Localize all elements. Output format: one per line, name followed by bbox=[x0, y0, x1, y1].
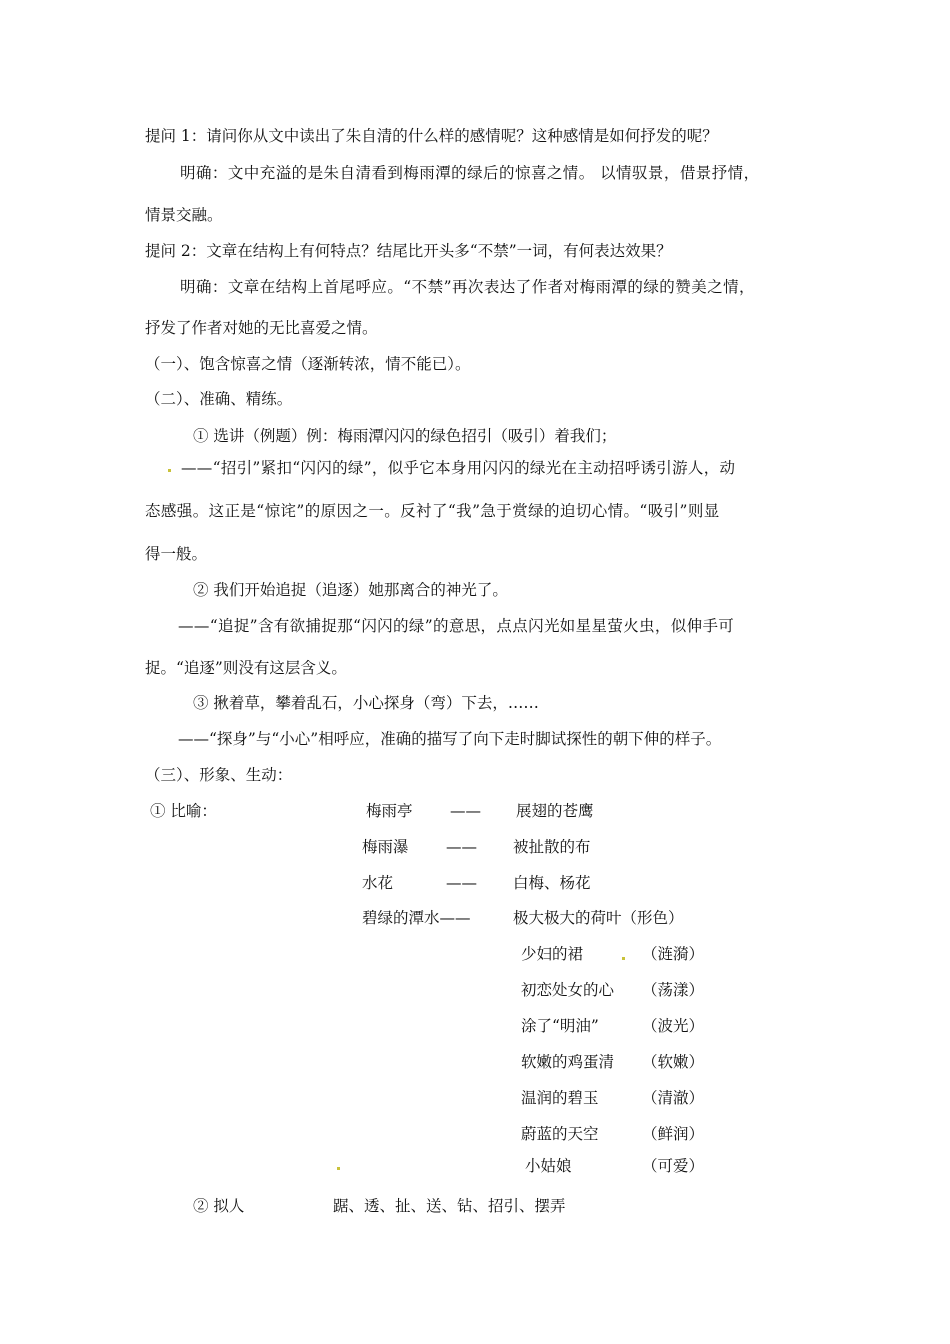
section-2-heading: （二）、准确、精练。 bbox=[145, 390, 293, 408]
simile-quality: （荡漾） bbox=[642, 981, 705, 999]
section-1-heading: （一）、饱含惊喜之情（逐渐转浓，情不能已）。 bbox=[145, 355, 471, 373]
question-2: 提问 2：文章在结构上有何特点？结尾比开头多“不禁”一词，有何表达效果？ bbox=[145, 242, 672, 260]
simile-quality: （涟漪） bbox=[642, 945, 705, 963]
answer-2-line-2: 抒发了作者对她的无比喜爱之情。 bbox=[145, 319, 378, 337]
metaphor-subject: 水花 bbox=[362, 874, 394, 892]
example-2: ② 我们开始追捉（追逐）她那离合的神光了。 bbox=[193, 581, 508, 599]
answer-1-line-1: 明确：文中充溢的是朱自清看到梅雨潭的绿后的惊喜之情。 以情驭景，借景抒情， bbox=[180, 164, 760, 182]
simile-item: 温润的碧玉 bbox=[521, 1089, 599, 1107]
example-2-note-line-1: ——“追捉”含有欲捕捉那“闪闪的绿”的意思，点点闪光如星星萤火虫，似伸手可 bbox=[178, 617, 735, 635]
metaphor-vehicle: 展翅的苍鹰 bbox=[516, 802, 594, 820]
example-3-note: ——“探身”与“小心”相呼应，准确的描写了向下走时脚试探性的朝下伸的样子。 bbox=[178, 730, 722, 748]
example-1: ① 选讲（例题）例：梅雨潭闪闪的绿色招引（吸引）着我们； bbox=[193, 427, 617, 445]
metaphor-label: ① 比喻： bbox=[150, 802, 217, 820]
metaphor-vehicle: 极大极大的荷叶（形色） bbox=[513, 909, 684, 927]
simile-quality: （软嫩） bbox=[642, 1053, 705, 1071]
marker-dot bbox=[168, 469, 171, 472]
metaphor-subject: 梅雨瀑 bbox=[362, 838, 409, 856]
metaphor-vehicle: 被扯散的布 bbox=[513, 838, 591, 856]
question-1: 提问 1：请问你从文中读出了朱自清的什么样的感情呢？这种感情是如何抒发的呢？ bbox=[145, 127, 718, 145]
metaphor-dash: —— bbox=[450, 802, 481, 820]
simile-item: 蔚蓝的天空 bbox=[521, 1125, 599, 1143]
metaphor-subject: 碧绿的潭水—— bbox=[362, 909, 471, 927]
metaphor-vehicle: 白梅、杨花 bbox=[513, 874, 591, 892]
metaphor-subject: 梅雨亭 bbox=[366, 802, 413, 820]
simile-item: 涂了“明油” bbox=[521, 1017, 599, 1035]
personification-label: ② 拟人 bbox=[193, 1197, 245, 1215]
simile-quality: （清澈） bbox=[642, 1089, 705, 1107]
example-1-note-line-3: 得一般。 bbox=[145, 545, 208, 563]
simile-quality: （波光） bbox=[642, 1017, 705, 1035]
answer-2-line-1: 明确：文章在结构上首尾呼应。“不禁”再次表达了作者对梅雨潭的绿的赞美之情， bbox=[180, 278, 756, 296]
simile-quality: （鲜润） bbox=[642, 1125, 705, 1143]
simile-item: 少妇的裙 bbox=[521, 945, 584, 963]
example-3: ③ 揪着草，攀着乱石，小心探身（弯）下去，…… bbox=[193, 694, 539, 712]
example-1-note-line-1: ——“招引”紧扣“闪闪的绿”，似乎它本身用闪闪的绿光在主动招呼诱引游人，动 bbox=[181, 459, 736, 477]
metaphor-dash: —— bbox=[446, 874, 477, 892]
simile-quality: （可爱） bbox=[642, 1157, 705, 1175]
personification-words: 踞、透、扯、送、钻、招引、摆弄 bbox=[333, 1197, 566, 1215]
metaphor-dash: —— bbox=[446, 838, 477, 856]
simile-item: 小姑娘 bbox=[525, 1157, 572, 1175]
marker-dot bbox=[337, 1167, 340, 1170]
simile-item: 软嫩的鸡蛋清 bbox=[521, 1053, 615, 1071]
marker-dot bbox=[622, 957, 625, 960]
example-1-note-line-2: 态感强。这正是“惊诧”的原因之一。反衬了“我”急于赏绿的迫切心情。“吸引”则显 bbox=[145, 502, 720, 520]
simile-item: 初恋处女的心 bbox=[521, 981, 615, 999]
section-3-heading: （三）、形象、生动： bbox=[145, 766, 293, 784]
example-2-note-line-2: 捉。“追逐”则没有这层含义。 bbox=[145, 659, 347, 677]
answer-1-line-2: 情景交融。 bbox=[145, 206, 223, 224]
